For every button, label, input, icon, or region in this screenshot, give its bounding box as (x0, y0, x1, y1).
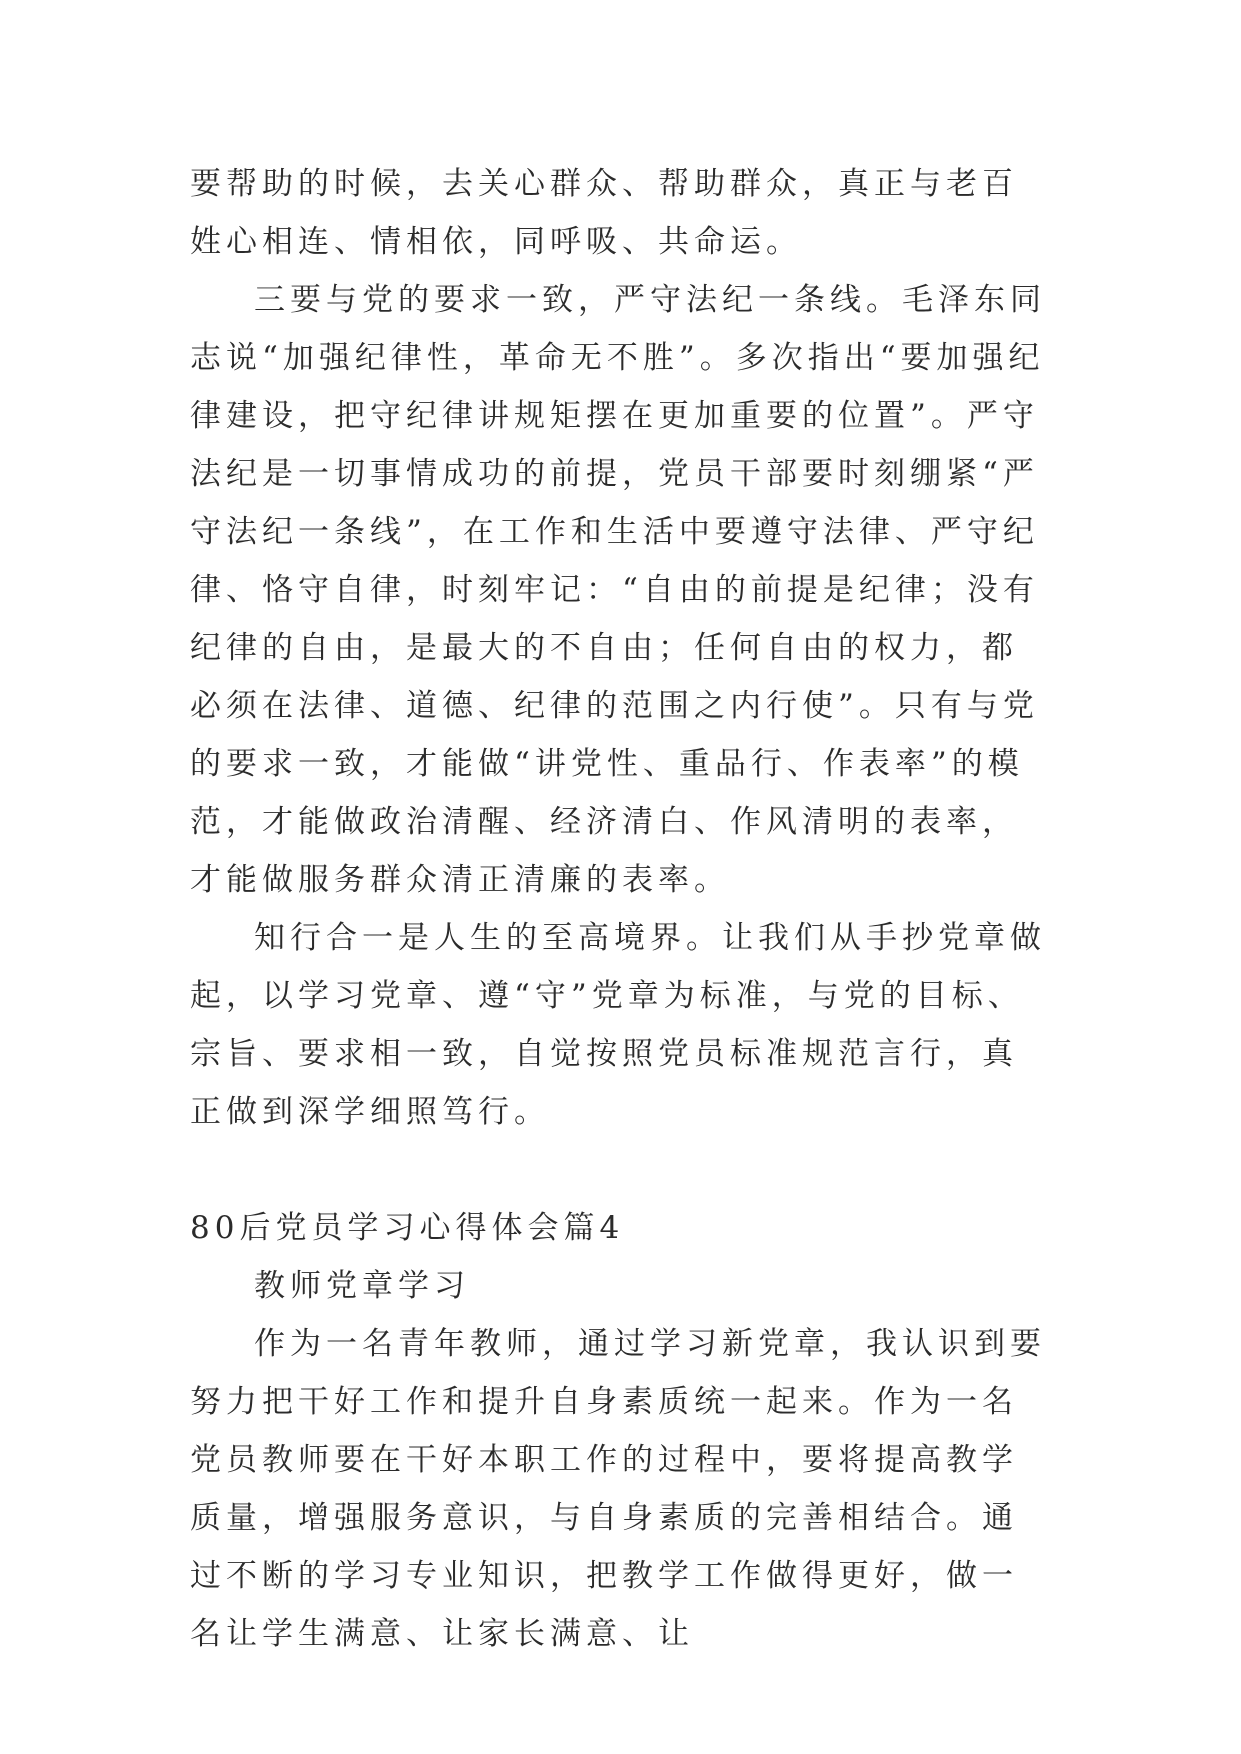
paragraph-discipline: 三要与党的要求一致，严守法纪一条线。毛泽东同志说“加强纪律性，革命无不胜”。多次指出“要加强纪律建设，把守纪律讲规矩摆在更加重要的位置”。严守法纪是一切事情成功的前提，党员干部要时刻绷紧“严守法纪一条线”，在工作和生活中要遵守法律、严守纪律、恪守自律，时刻牢记：“自由的前提是纪律；没有纪律的自由，是最大的不自由；任何自由的权力，都必须在法律、道德、纪律的范围之内行使”。只有与党的要求一致，才能做“讲党性、重品行、作表率”的模范，才能做政治清醒、经济清白、作风清明的表率，才能做服务群众清正清廉的表率。 (190, 282, 1046, 898)
paragraph-teacher: 作为一名青年教师，通过学习新党章，我认识到要努力把干好工作和提升自身素质统一起来。作为一名党员教师要在干好本职工作的过程中，要将提高教学质量，增强服务意识，与自身素质的完善相结合。通过不断的学习专业知识，把教学工作做得更好，做一名让学生满意、让家长满意、让 (190, 1326, 1046, 1652)
paragraph-continuation: 要帮助的时候，去关心群众、帮助群众，真正与老百姓心相连、情相依，同呼吸、共命运。 (190, 166, 1018, 260)
section-heading: 80后党员学习心得体会篇4 (190, 1210, 625, 1246)
document-body (190, 155, 1050, 1663)
paragraph-conclusion: 知行合一是人生的至高境界。让我们从手抄党章做起，以学习党章、遵“守”党章为标准，与党的目标、宗旨、要求相一致，自觉按照党员标准规范言行，真正做到深学细照笃行。 (190, 920, 1046, 1130)
section-subheading: 教师党章学习 (254, 1268, 470, 1304)
section-spacer (190, 1141, 1050, 1199)
